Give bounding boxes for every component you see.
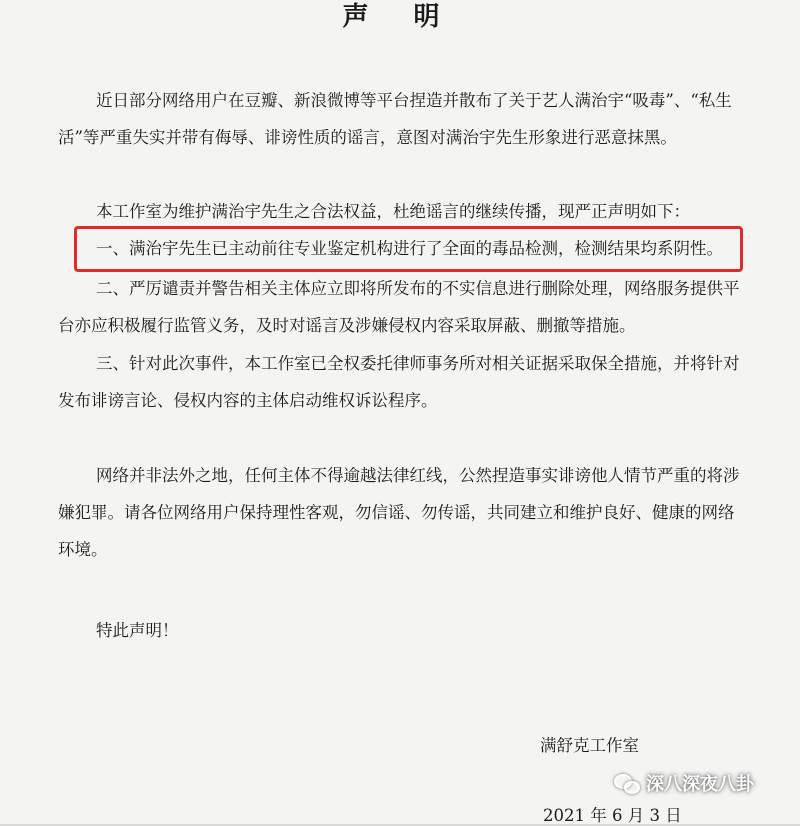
highlight-box bbox=[74, 226, 743, 272]
paragraph-intro: 本工作室为维护满治宇先生之合法权益，杜绝谣言的继续传播，现严正声明如下： bbox=[96, 202, 690, 221]
watermark-text: 深八深夜八卦 bbox=[646, 774, 754, 795]
statement-item-1: 一、满治宇先生已主动前往专业鉴定机构进行了全面的毒品检测，检测结果均系阴性。 bbox=[96, 239, 723, 258]
paragraph-rumor: 近日部分网络用户在豆瓣、新浪微博等平台捏造并散布了关于艺人满治宇“吸毒”、“私生活”等严重失实并带有侮辱、诽谤性质的谣言，意图对满治宇先生形象进行恶意抹黑。 bbox=[58, 91, 732, 147]
statement-item-2: 二、严厉谴责并警告相关主体应立即将所发布的不实信息进行删除处理，网络服务提供平台亦应积极履行监管义务，及时对谣言及涉嫌侵权内容采取屏蔽、删撤等措施。 bbox=[58, 279, 740, 335]
statement-date: 2021 年 6 月 3 日 bbox=[543, 806, 682, 825]
signature: 满舒克工作室 bbox=[540, 736, 639, 755]
statement-item-3: 三、针对此次事件，本工作室已全权委托律师事务所对相关证据采取保全措施，并将针对发布诽谤言论、侵权内容的主体启动维权诉讼程序。 bbox=[58, 354, 740, 410]
watermark bbox=[614, 770, 754, 796]
closing-line: 特此声明！ bbox=[96, 621, 179, 640]
page-title: 声 明 bbox=[342, 2, 458, 32]
paragraph-warning: 网络并非法外之地，任何主体不得逾越法律红线，公然捏造事实诽谤他人情节严重的将涉嫌犯罪。请各位网络用户保持理性客观，勿信谣、勿传谣，共同建立和维护良好、健康的网络环境。 bbox=[58, 466, 740, 559]
wechat-icon bbox=[614, 773, 640, 793]
